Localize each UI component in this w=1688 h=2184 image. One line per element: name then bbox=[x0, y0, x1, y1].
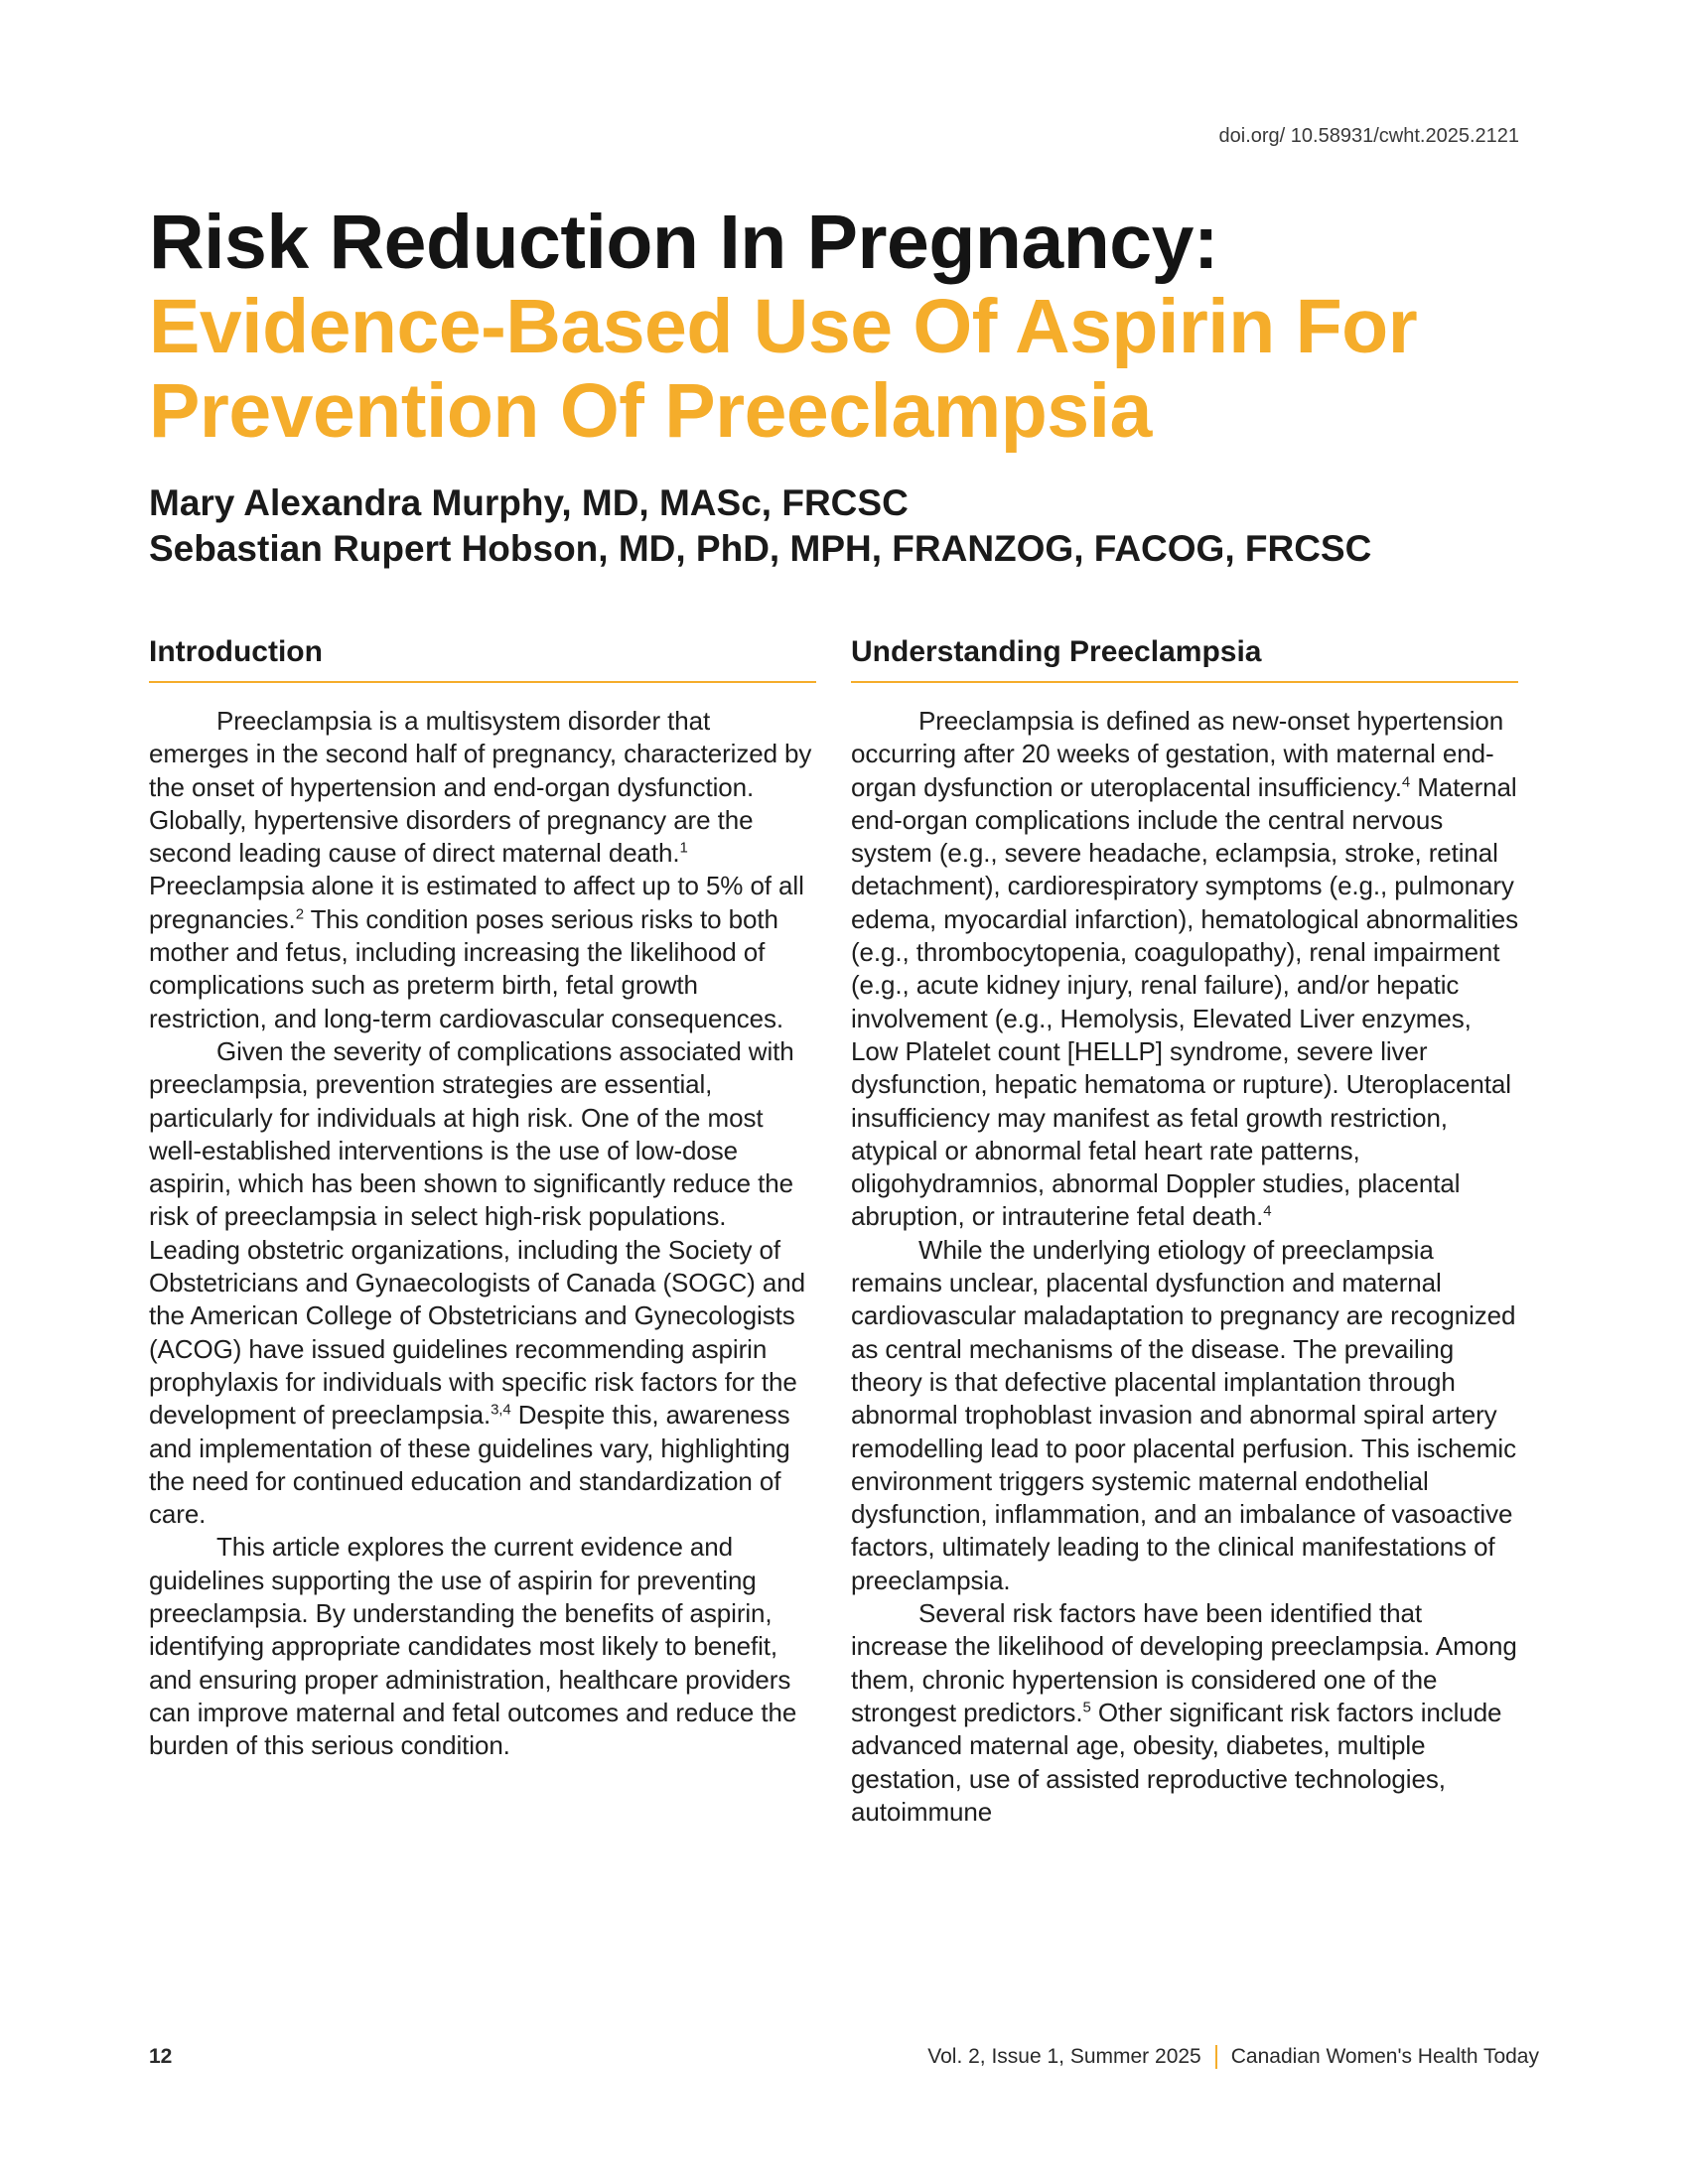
intro-paragraph-2 bbox=[149, 1035, 816, 1531]
section-heading-introduction: Introduction bbox=[149, 633, 816, 683]
page-footer bbox=[149, 2045, 1539, 2075]
citation-ref[interactable]: 4 bbox=[1401, 772, 1411, 790]
citation-ref[interactable]: 5 bbox=[1082, 1699, 1091, 1716]
citation-ref[interactable]: 2 bbox=[295, 905, 304, 923]
intro-p2-text-a: Given the severity of complications associated with preeclampsia, prevention strategies are essential, particularly for individuals at high risk. One of the most well-established interventions is the use of low-dose aspirin, which has been shown to significantly reduce the risk of preeclampsia in select high-risk populations. Leading obstetric organizations, including the Society of Obstetricians and Gynaecologists of Canada (SOGC) and the American College of Obstetricians and Gynecologists (ACOG) have issued guidelines recommending aspirin prophylaxis for individuals with specific risk factors for the development of preeclampsia. bbox=[149, 1035, 805, 1431]
understanding-paragraph-1 bbox=[851, 705, 1518, 1234]
introduction-column bbox=[149, 633, 816, 1763]
und-p1-text-b: Maternal end-organ complications include the central nervous system (e.g., severe headache, eclampsia, stroke, retinal detachment), cardiorespiratory symptoms (e.g., pulmonary edema, myocardial infarction), hematological abnormalities (e.g., thrombocytopenia, coagulopathy), renal impairment (e.g., acute kidney injury, renal failure), and/or hepatic involvement (e.g., Hemolysis, Elevated Liver enzymes, Low Platelet count [HELLP] syndrome, severe liver dysfunction, hepatic hematoma or rupture). Uteroplacental insufficiency may manifest as fetal growth restriction, atypical or abnormal fetal heart rate patterns, oligohydramnios, abnormal Doppler studies, placental abruption, or intrauterine fetal death. bbox=[851, 771, 1518, 1232]
issue-info: Vol. 2, Issue 1, Summer 2025 bbox=[927, 2045, 1201, 2068]
citation-ref[interactable]: 1 bbox=[679, 839, 688, 857]
footer-publication-info bbox=[927, 2045, 1539, 2069]
introduction-body bbox=[149, 705, 816, 1763]
doi-link[interactable]: doi.org/ 10.58931/cwht.2025.2121 bbox=[1218, 125, 1519, 147]
title-line-2: Evidence-Based Use Of Aspirin For bbox=[149, 284, 1418, 369]
journal-name: Canadian Women's Health Today bbox=[1230, 2045, 1539, 2068]
und-p1-text-a: Preeclampsia is defined as new-onset hypertension occurring after 20 weeks of gestation, with maternal end-organ dysfunction or uteroplacental insufficiency. bbox=[851, 706, 1504, 802]
understanding-column bbox=[851, 633, 1518, 1829]
intro-p1-text-a: Preeclampsia is a multisystem disorder that emerges in the second half of pregnancy, characterized by the onset of hypertension and end-organ dysfunction. Globally, hypertensive disorders of pregnancy are the second leading cause of direct maternal death. bbox=[149, 706, 812, 869]
author-2: Sebastian Rupert Hobson, MD, PhD, MPH, FRANZOG, FACOG, FRCSC bbox=[149, 528, 1372, 569]
footer-divider bbox=[1215, 2045, 1217, 2069]
intro-paragraph-1 bbox=[149, 705, 816, 1035]
intro-p1-text-b: Preeclampsia alone it is estimated to affect up to 5% of all pregnancies. bbox=[149, 871, 804, 934]
title-line-1: Risk Reduction In Pregnancy: bbox=[149, 200, 1219, 285]
title-line-3: Prevention Of Preeclampsia bbox=[149, 368, 1152, 454]
page-number: 12 bbox=[149, 2045, 173, 2068]
intro-p2-text-b: Despite this, awareness and implementation of these guidelines vary, highlighting the need for continued education and standardization of care. bbox=[149, 1400, 790, 1530]
author-1: Mary Alexandra Murphy, MD, MASc, FRCSC bbox=[149, 482, 909, 523]
author-list bbox=[149, 480, 1559, 572]
citation-ref[interactable]: 4 bbox=[1263, 1202, 1272, 1220]
understanding-paragraph-3 bbox=[851, 1597, 1518, 1829]
section-heading-understanding: Understanding Preeclampsia bbox=[851, 633, 1518, 683]
und-p3-text-b: Other significant risk factors include advanced maternal age, obesity, diabetes, multiple gestation, use of assisted reproductive technologies, autoimmune bbox=[851, 1697, 1502, 1827]
citation-ref[interactable]: 3,4 bbox=[491, 1401, 511, 1419]
intro-paragraph-3: This article explores the current evidence and guidelines supporting the use of aspirin for preventing preeclampsia. By understanding the benefits of aspirin, identifying appropriate candidates most likely to benefit, and ensuring proper administration, healthcare providers can improve maternal and fetal outcomes and reduce the burden of this serious condition. bbox=[149, 1532, 797, 1761]
understanding-body bbox=[851, 705, 1518, 1829]
understanding-paragraph-2: While the underlying etiology of preeclampsia remains unclear, placental dysfunction and maternal cardiovascular maladaptation to pregnancy are recognized as central mechanisms of the disease. The prevailing theory is that defective placental implantation through abnormal trophoblast invasion and abnormal spiral artery remodelling lead to poor placental perfusion. This ischemic environment triggers systemic maternal endothelial dysfunction, inflammation, and an imbalance of vasoactive factors, ultimately leading to the clinical manifestations of preeclampsia. bbox=[851, 1234, 1516, 1595]
article-title bbox=[149, 201, 1559, 454]
intro-p1-text-c: This condition poses serious risks to both mother and fetus, including increasing the likelihood of complications such as preterm birth, fetal growth restriction, and long-term cardiovascular consequences. bbox=[149, 903, 784, 1033]
und-p3-text-a: Several risk factors have been identified that increase the likelihood of developing preeclampsia. Among them, chronic hypertension is considered one of the strongest predictors. bbox=[851, 1598, 1517, 1727]
